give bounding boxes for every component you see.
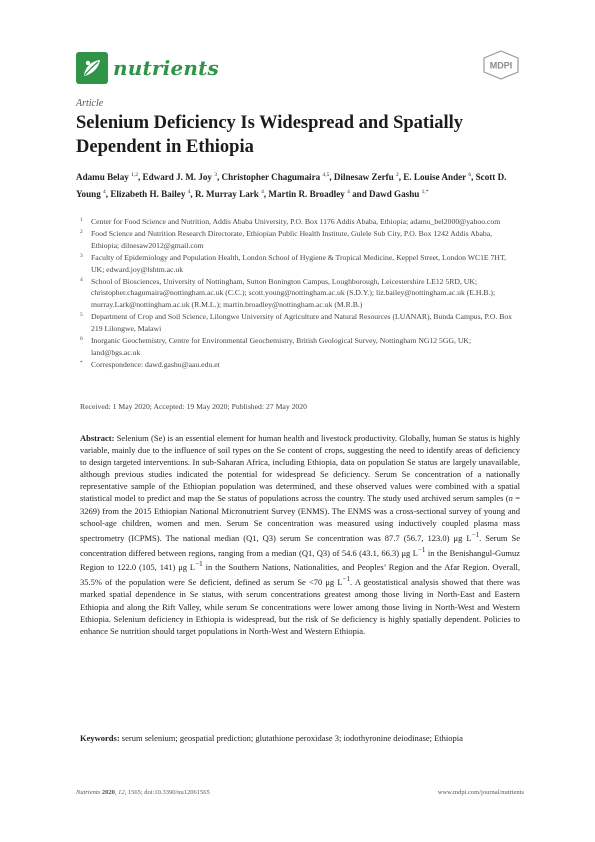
author-list: Adamu Belay $^{1,2}$, Edward J. M. Joy $^3$, Christopher Chagumaira $^{4,5}$, Dilnesaw Zerfu $^2$, E. Louise Ander $^6$, Scott D. Young $^4$, Elizabeth H. Bailey $^4$, R. Murray Lark $^4$, Martin R. Broadley $^4$ and Dawd Gashu $^{1,*}$	[76, 172, 507, 200]
citation: Nutrients 2020, 12, 1565; doi:10.3390/nu12061565	[76, 789, 210, 796]
journal-name: nutrients	[113, 56, 220, 80]
affiliation-item	[80, 335, 520, 358]
mdpi-logo-icon[interactable]	[481, 50, 521, 80]
mdpi-logo-text: MDPI	[489, 60, 513, 71]
affiliation-number: 4	[80, 276, 83, 283]
affiliation-text: School of Biosciences, University of Nottingham, Sutton Bonington Campus, Loughborough, Leicestershire LE12 5RD, UK; christopher.chagumaira@nottingham.ac.uk (C.C.); scott.young@nottingham.ac.uk (S.D.Y.); liz.bailey@nottingham.ac.uk (E.H.B.); murray.Lark@nottingham.ac.uk (R.M.L.); martin.broadley@nottingham.ac.uk (M.R.B.)	[91, 276, 496, 309]
publication-dates: Received: 1 May 2020; Accepted: 19 May 2020; Published: 27 May 2020	[80, 402, 307, 411]
affiliation-item	[80, 228, 520, 251]
abstract	[80, 432, 520, 637]
nutrients-leaf-icon	[76, 52, 108, 84]
affiliation-text: Correspondence: dawd.gashu@aau.edu.et	[91, 359, 220, 369]
affiliation-item	[80, 311, 520, 334]
affiliation-number: *	[80, 359, 83, 366]
article-type: Article	[76, 98, 104, 109]
journal-url[interactable]: www.mdpi.com/journal/nutrients	[437, 789, 524, 796]
keywords-text: serum selenium; geospatial prediction; glutathione peroxidase 3; iodothyronine deiodinase; Ethiopia	[121, 733, 463, 743]
affiliation-number: 2	[80, 229, 83, 236]
keywords-label: Keywords:	[80, 733, 120, 743]
affiliation-item	[80, 252, 520, 275]
affiliation-text: Faculty of Epidemiology and Population Health, London School of Hygiene & Tropical Medicine, Keppel Street, London WC1E 7HT, UK; edward.joy@lshtm.ac.uk	[91, 252, 506, 274]
affiliation-number: 1	[80, 217, 83, 223]
affiliation-number: 5	[80, 312, 83, 319]
affiliation-item	[80, 276, 520, 311]
affiliations	[80, 216, 520, 371]
journal-logo[interactable]	[76, 52, 219, 84]
affiliation-item	[80, 359, 520, 371]
keywords	[80, 732, 520, 744]
abstract-label: Abstract:	[80, 433, 115, 443]
affiliation-item	[80, 216, 520, 228]
affiliation-text: Inorganic Geochemistry, Centre for Environmental Geochemistry, British Geological Survey, Nottingham NG12 5GG, UK; land@bgs.ac.uk	[91, 335, 472, 357]
affiliation-number: 3	[80, 252, 83, 259]
abstract-text: Selenium (Se) is an essential element for human health and livestock productivity. Globally, human Se status is highly variable, mainly due to the influence of soil types on the Se content of crops, suggesting the need to identify areas of deficiency to design targeted interventions. In sub-Saharan Africa, including Ethiopia, data on population Se status are largely unavailable, although previous studies indicated the potential for widespread Se deficiency. Serum Se concentration of a nationally representative sample of the Ethiopian population was determined, and these observed values were combined with a spatial statistical model to predict and map the Se status of populations across the country. The study used archived serum samples (n = 3269) from the 2015 Ethiopian National Micronutrient Survey (ENMS). The ENMS was a cross-sectional survey of young and school-age children, women and men. Serum Se concentration was measured using inductively coupled plasma mass spectrometry (ICPMS). The national median (Q1, Q3) serum Se concentration was 87.7 (56.7, 123.0) μg $L^{-1}$. Serum Se concentration differed between regions, ranging from a median (Q1, Q3) of 54.6 (43.1, 66.3) μg $L^{-1}$ in the Benishangul-Gumuz Region to 122.0 (105, 141) μg $L^{-1}$ in the Southern Nations, Nationalities, and Peoples’ Region and the Afar Region. Overall, 35.5% of the population were Se deficient, defined as serum Se <70 μg $L^{-1}$. A geostatistical analysis showed that there was marked spatial dependence in Se status, with serum concentrations greatest among those living in North-East and Eastern Ethiopia and along the Rift Valley, while serum Se concentrations were lower among those living in North-West and Western Ethiopia. Selenium deficiency in Ethiopia is widespread, but the risk of Se deficiency is highly spatially dependent. Policies to enhance Se nutrition should target populations in North-West and Western Ethiopia.	[80, 433, 521, 636]
affiliation-text: Food Science and Nutrition Research Directorate, Ethiopian Public Health Institute, Gulele Sub City, P.O. Box 1242 Addis Ababa, Ethiopia; dilnesaw2012@gmail.com	[91, 229, 493, 250]
affiliation-text: Department of Crop and Soil Science, Lilongwe University of Agriculture and Natural Resources (LUANAR), Bunda Campus, P.O. Box 219 Lilongwe, Malawi	[91, 312, 513, 333]
article-title: Selenium Deficiency Is Widespread and Spatially Dependent in Ethiopia	[76, 113, 464, 157]
affiliation-number: 6	[80, 335, 83, 342]
page-footer	[76, 789, 524, 796]
affiliation-text: Center for Food Science and Nutrition, Addis Ababa University, P.O. Box 1176 Addis Ababa, Ethiopia; adamu_bel2000@yahoo.com	[91, 217, 501, 226]
